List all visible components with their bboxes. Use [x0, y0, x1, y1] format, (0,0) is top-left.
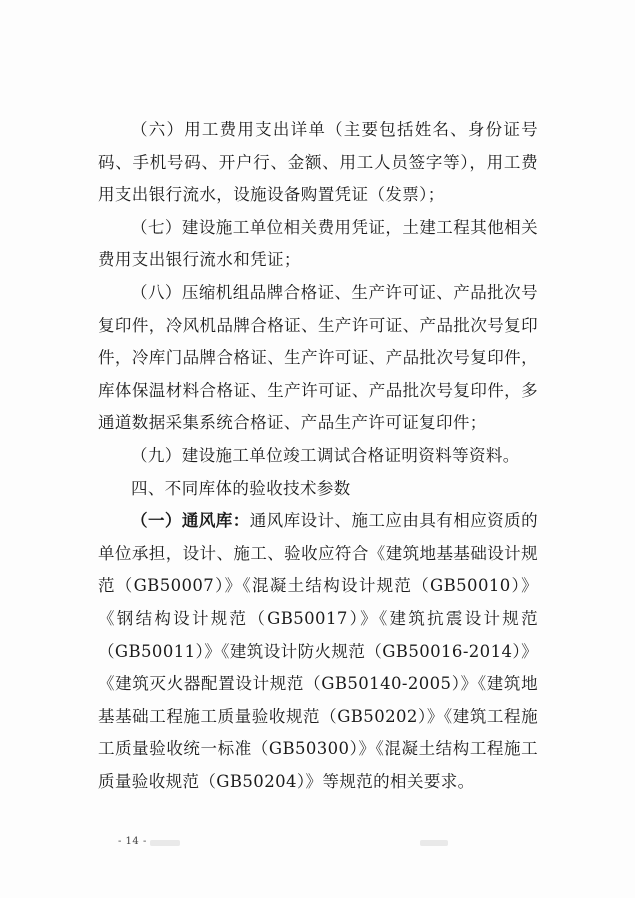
paragraph-item-9: （九）建设施工单位竣工调试合格证明资料等资料。	[131, 445, 520, 465]
paragraph-item-7: （七）建设施工单位相关费用凭证，土建工程其他相关费用支出银行流水和凭证；	[98, 217, 538, 270]
subsection-lead: （一）通风库：	[131, 511, 250, 531]
subsection-text: 通风库设计、施工应由具有相应资质的单位承担，设计、施工、验收应符合《建筑地基基础设计规范（GB50007）》《混凝土结构设计规范（GB50010）》《钢结构设计规范（GB50017）》《建筑抗震设计规范（GB50011）》《建筑设计防火规范（GB50016-2014）》《建筑灭火器配置设计规范（GB50140-2005）》《建筑地基基础工程施工质量验收规范（GB50202）》《建筑工程施工质量验收统一标准（GB50300）》《混凝土结构工程施工质量验收规范（GB50204）》等规范的相关要求。	[98, 511, 538, 791]
subsection-paragraph	[98, 505, 538, 798]
paragraph-item-6: （六）用工费用支出详单（主要包括姓名、身份证号码、手机号码、开户行、金额、用工人员签字等），用工费用支出银行流水，设施设备购置凭证（发票）；	[98, 120, 538, 205]
document-body	[98, 114, 538, 798]
page-number: - 14 -	[118, 836, 147, 847]
paragraph-item-8: （八）压缩机组品牌合格证、生产许可证、产品批次号复印件，冷风机品牌合格证、生产许可证、产品批次号复印件，冷库门品牌合格证、生产许可证、产品批次号复印件，库体保温材料合格证、生产许可证、产品批次号复印件，多通道数据采集系统合格证、产品生产许可证复印件；	[98, 282, 538, 433]
section-heading: 四、不同库体的验收技术参数	[131, 478, 351, 498]
scan-smudge	[150, 840, 180, 846]
scan-smudge	[420, 840, 448, 846]
